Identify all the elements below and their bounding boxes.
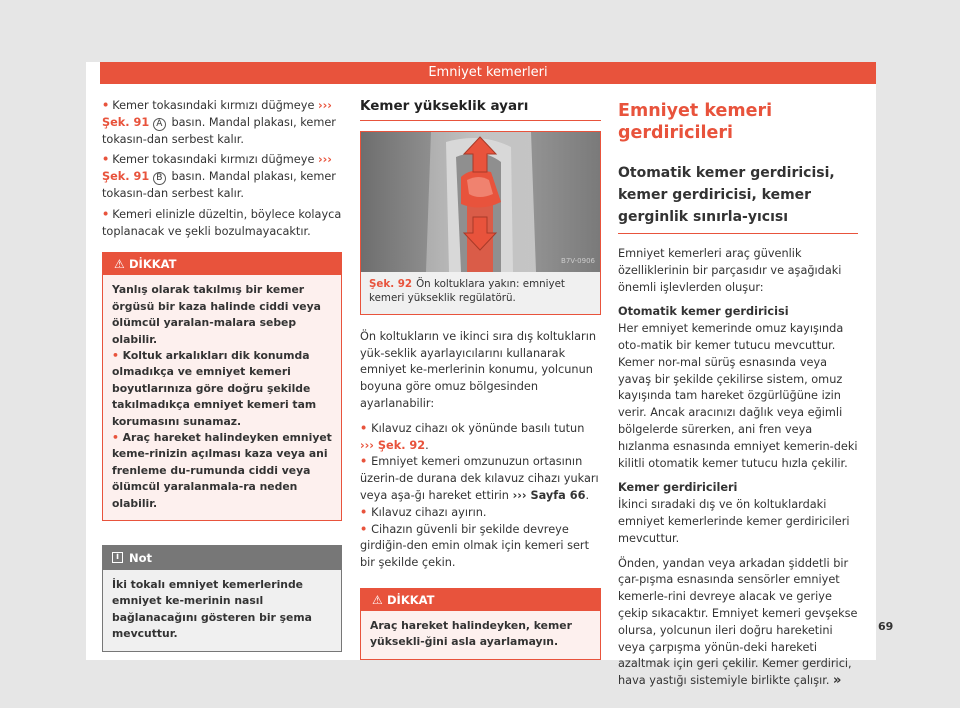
warning-header	[103, 253, 341, 275]
bullet-icon: •	[360, 505, 372, 519]
column-middle	[360, 98, 601, 660]
paragraph: Her emniyet kemerinde omuz kayışında oto-matik bir kemer tutucu mevcuttur. Kemer nor-mal sürüş esnasında veya yavaş bir şekilde çekilirse sistem, omuz kayışında tam hareket özgürlüğüne izin verir. Ancak aracınızı dağlık veya eğimli bölgelerde sürerken, ani fren veya hızlanma esnasında emniyet kemerin-deki kilitli otomatik kemer tutucu hızla çekilir.	[618, 322, 858, 470]
bullet-text: basın. Mandal plakası, kemer tokasın-dan serbest kalır.	[102, 170, 336, 200]
bullet-text: Kemer tokasındaki kırmızı düğmeye	[112, 153, 318, 167]
warning-title: DİKKAT	[387, 592, 435, 607]
section-subtitle: Otomatik kemer gerdiricisi, kemer gerdiricisi, kemer gerginlik sınırla-yıcısı	[618, 156, 858, 234]
figure-box	[360, 131, 601, 315]
figure-ref-link[interactable]: ››› Şek. 91	[102, 99, 332, 129]
bullet-text: basın. Mandal plakası, kemer tokasın-dan serbest kalır.	[102, 115, 336, 146]
warning-title: DİKKAT	[129, 257, 177, 272]
bullet-text: Kemer tokasındaki kırmızı düğmeye	[112, 99, 318, 112]
figure-label: Şek. 92	[369, 277, 413, 290]
figure-code: B7V-0906	[561, 257, 595, 265]
note-header	[103, 546, 341, 570]
list-item	[360, 421, 601, 455]
bullet-icon: •	[360, 522, 372, 536]
page-ref-link[interactable]: ››› Sayfa 66	[512, 488, 586, 502]
list-item	[360, 522, 601, 572]
bullet-icon: •	[112, 431, 123, 445]
section-title: Kemer yükseklik ayarı	[360, 98, 601, 121]
figure-ref-link[interactable]: ››› Şek. 91	[102, 153, 332, 184]
figure-ref-link[interactable]: ››› Şek. 92	[360, 438, 426, 452]
bullet-text: .	[585, 488, 590, 502]
warning-header	[361, 589, 600, 611]
label-circle-b: B	[153, 172, 166, 185]
note-title: Not	[129, 551, 153, 566]
info-icon: i	[112, 552, 123, 563]
figure-caption-text: Ön koltuklara yakın: emniyet kemeri yükseklik regülatörü.	[369, 277, 565, 304]
paragraph	[618, 556, 858, 690]
list-item	[102, 98, 342, 148]
paragraph: İkinci sıradaki dış ve ön koltuklardaki emniyet kemerlerinde kemer gerdiricileri mevcuttur.	[618, 498, 850, 545]
warning-item	[112, 348, 333, 430]
subheading: Otomatik kemer gerdiricisi	[618, 305, 789, 319]
bullet-text: Emniyet kemeri omzunuzun ortasının üzerin-de durana dek kılavuz cihazı yukarı veya aşa-ğı hareket ettirin	[360, 455, 599, 502]
warning-box	[102, 252, 342, 521]
intro-paragraph: Ön koltukların ve ikinci sıra dış koltukların yük-seklik ayarlayıcılarını kullanarak emniyet ke-merlerinin konumu, yolcunun boyuna göre omuz bölgesinden ayarlanabilir:	[360, 329, 596, 410]
bullet-text: Cihazın güvenli bir şekilde devreye girdiğin-den emin olmak için kemeri sert bir şekilde çekin.	[360, 522, 590, 570]
warning-body	[103, 275, 341, 520]
intro-paragraph: Emniyet kemerleri araç güvenlik özelliklerinin bir parçasıdır ve aşağıdaki önemli işlevlerden oluşur:	[618, 247, 842, 294]
list-item	[360, 454, 601, 504]
bullet-text: .	[425, 438, 429, 452]
figure-caption	[361, 272, 600, 314]
bullet-text: Kılavuz cihazı ayırın.	[371, 505, 487, 519]
warning-body: Araç hareket halindeyken, kemer yüksekli-ğini asla ayarlamayın.	[361, 611, 600, 659]
list-item	[360, 505, 601, 522]
figure-svg	[361, 132, 600, 272]
column-left	[102, 98, 342, 652]
page-number: 69	[878, 620, 894, 633]
list-item	[102, 207, 342, 241]
list-item	[102, 152, 342, 202]
warning-intro: Yanlış olarak takılmış bir kemer örgüsü bir kaza halinde ciddi veya ölümcül yaralan-malara sebep olabilir.	[112, 283, 321, 346]
bullet-icon: •	[102, 153, 110, 167]
note-body: İki tokalı emniyet kemerlerinde emniyet ke-merinin nasıl bağlanacağını gösteren bir şema mevcuttur.	[103, 570, 341, 651]
warning-box	[360, 588, 601, 660]
paragraph-text: Önden, yandan veya arkadan şiddetli bir çar-pışma esnasında sensörler emniyet kemerle-rini devreye alacak ve geriye çekip sıkacaktır. Emniyet kemeri gevşekse olursa, yolcunun ileri doğru hareketini veya çarpışma yönün-deki hareketi azaltmak için geri çekilir. Kemer gerdirici, hava yastığı sistemiyle birlikte çalışır.	[618, 556, 858, 688]
continue-arrow-icon: »	[833, 673, 842, 689]
bullet-icon: •	[360, 421, 372, 435]
warning-triangle-icon: ⚠	[372, 592, 383, 607]
section-title: Emniyet kemeri gerdiricileri	[618, 101, 773, 143]
bullet-icon: •	[360, 455, 372, 469]
bullet-icon: •	[112, 349, 123, 362]
warning-item	[112, 430, 333, 512]
bullet-icon: •	[102, 207, 110, 221]
label-circle-a: A	[153, 118, 166, 131]
bullet-text: Kılavuz cihazı ok yönünde basılı tutun	[371, 421, 585, 435]
bullet-text: Kemeri elinizle düzeltin, böylece kolayca toplanacak ve şekli bozulmayacaktır.	[102, 207, 342, 238]
warning-item-text: Araç hareket halindeyken emniyet keme-rinizin açılması kaza veya ani frenleme du-rumunda ciddi veya ölümcül yaralanmala-ra neden olabilir.	[112, 431, 332, 510]
bullet-icon: •	[102, 99, 110, 112]
column-right	[618, 98, 858, 690]
note-box	[102, 545, 342, 652]
warning-triangle-icon: ⚠	[114, 257, 125, 272]
subheading: Kemer gerdiricileri	[618, 481, 738, 495]
warning-item-text: Koltuk arkalıkları dik konumda olmadıkça ve emniyet kemeri boyutlarınıza göre doğru şekilde takılmadıkça emniyet kemeri tam korumasını sunamaz.	[112, 349, 317, 428]
seatbelt-height-adjuster-illustration	[361, 132, 600, 272]
page-header: Emniyet kemerleri	[100, 62, 876, 84]
